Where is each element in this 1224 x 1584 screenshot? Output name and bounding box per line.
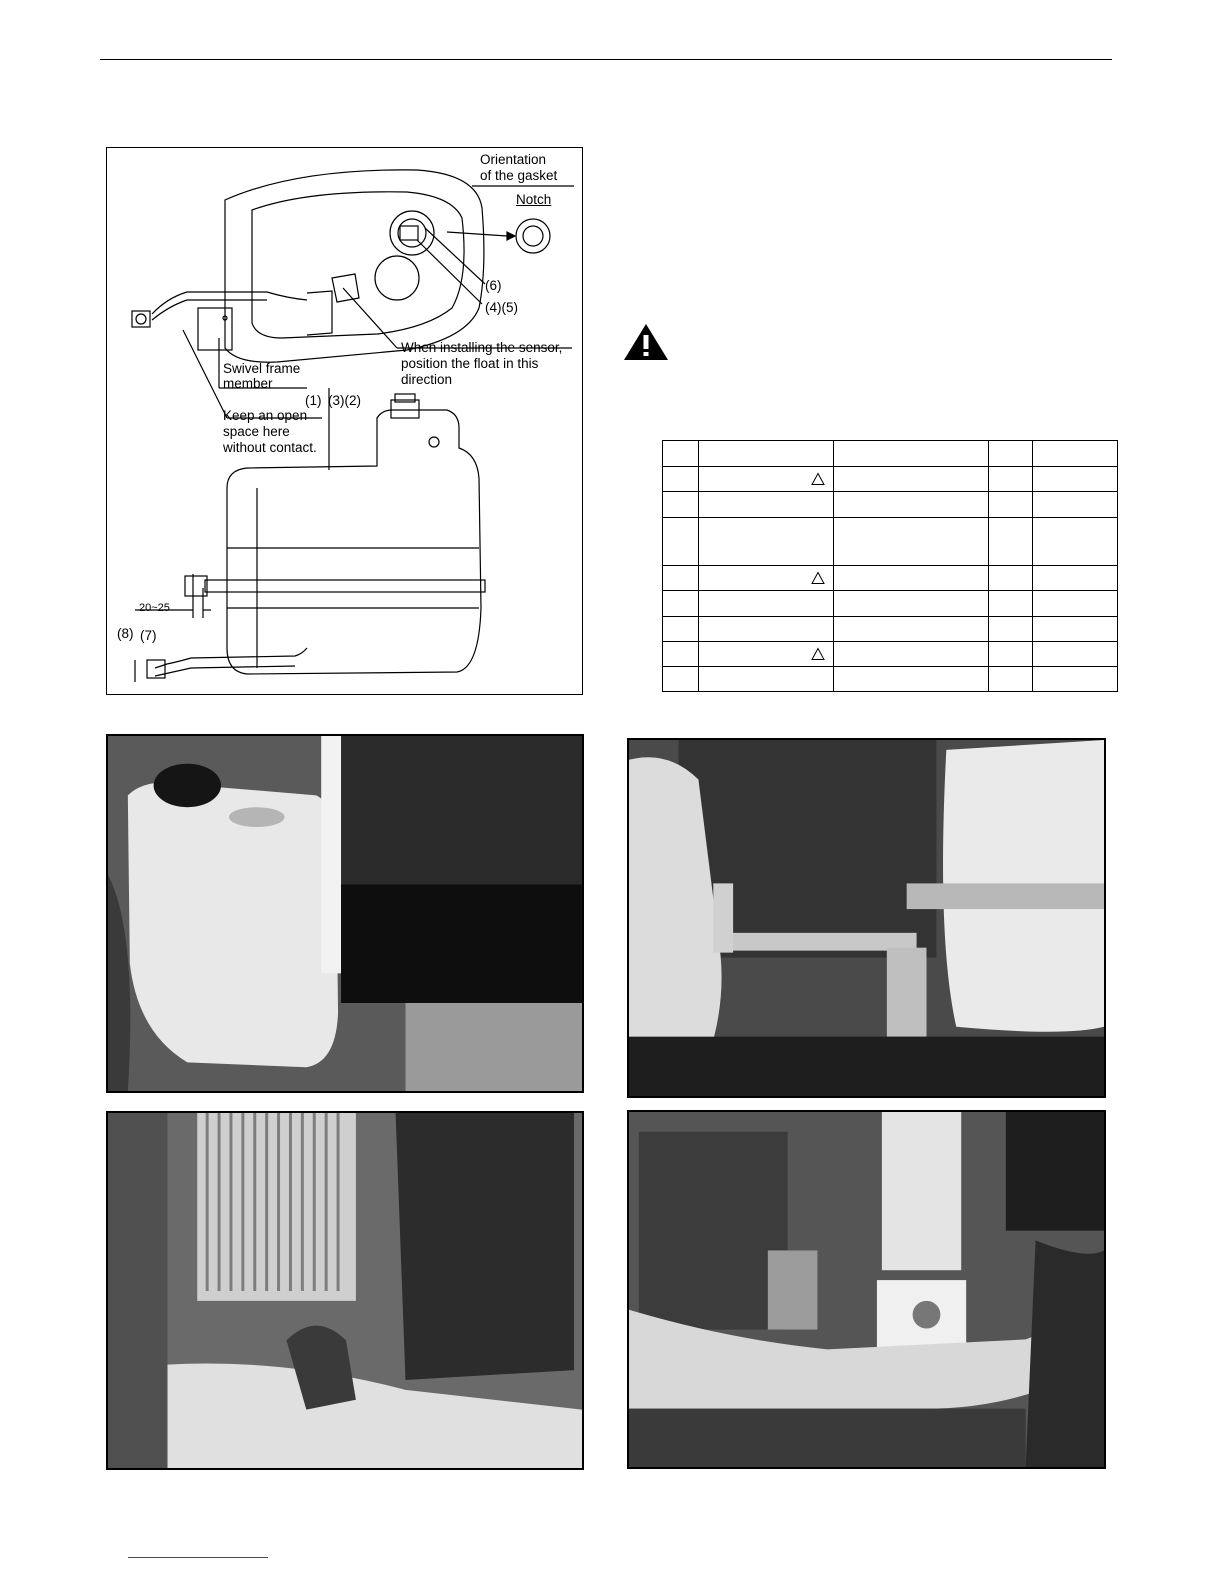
caution-triangle-icon bbox=[811, 572, 825, 585]
label-3-2: (3)(2) bbox=[328, 393, 361, 408]
fuel-tank-photo bbox=[106, 734, 584, 1093]
table-row bbox=[663, 617, 1118, 642]
table-row bbox=[663, 467, 1118, 492]
table-row bbox=[663, 441, 1118, 467]
label-install-1: When installing the sensor, bbox=[401, 340, 563, 355]
radiator-photo bbox=[106, 1111, 584, 1470]
tank-bracket-photo bbox=[627, 738, 1106, 1098]
label-of-gasket: of the gasket bbox=[480, 168, 558, 183]
caution-cell bbox=[699, 467, 834, 492]
fuel-tank-photo-image bbox=[108, 736, 582, 1091]
warning-icon bbox=[622, 322, 670, 362]
table-row bbox=[663, 667, 1118, 692]
footer-link-rule bbox=[128, 1557, 268, 1558]
label-6: (6) bbox=[485, 278, 502, 293]
label-orientation: Orientation bbox=[480, 152, 547, 167]
label-keep-1: Keep an open bbox=[223, 408, 308, 423]
table-row bbox=[663, 492, 1118, 518]
label-notch: Notch bbox=[516, 192, 552, 207]
caution-cell bbox=[699, 566, 834, 591]
table-row bbox=[663, 642, 1118, 667]
caution-triangle-icon bbox=[811, 648, 825, 661]
caution-cell bbox=[699, 642, 834, 667]
label-8: (8) bbox=[117, 626, 134, 641]
table-row bbox=[663, 566, 1118, 591]
table-row bbox=[663, 591, 1118, 617]
label-7: (7) bbox=[140, 628, 157, 643]
parts-table bbox=[662, 440, 1118, 692]
label-swivel-1: Swivel frame bbox=[223, 361, 301, 376]
label-keep-2: space here bbox=[223, 424, 290, 439]
label-dimension: 20~25 bbox=[139, 602, 170, 614]
engine-compartment-photo bbox=[627, 1110, 1106, 1469]
label-1: (1) bbox=[305, 393, 322, 408]
diagram-drawing bbox=[107, 148, 584, 696]
label-install-3: direction bbox=[401, 372, 453, 387]
table-row bbox=[663, 518, 1118, 566]
label-keep-3: without contact. bbox=[223, 440, 317, 455]
engine-compartment-photo-image bbox=[629, 1112, 1104, 1467]
label-4-5: (4)(5) bbox=[485, 300, 518, 315]
label-swivel-2: member bbox=[223, 376, 273, 391]
label-install-2: position the float in this bbox=[401, 356, 539, 371]
tank-bracket-photo-image bbox=[629, 740, 1104, 1096]
caution-triangle-icon bbox=[811, 473, 825, 486]
radiator-photo-image bbox=[108, 1113, 582, 1468]
fuel-tank-diagram bbox=[106, 147, 583, 695]
header-rule bbox=[100, 59, 1112, 60]
